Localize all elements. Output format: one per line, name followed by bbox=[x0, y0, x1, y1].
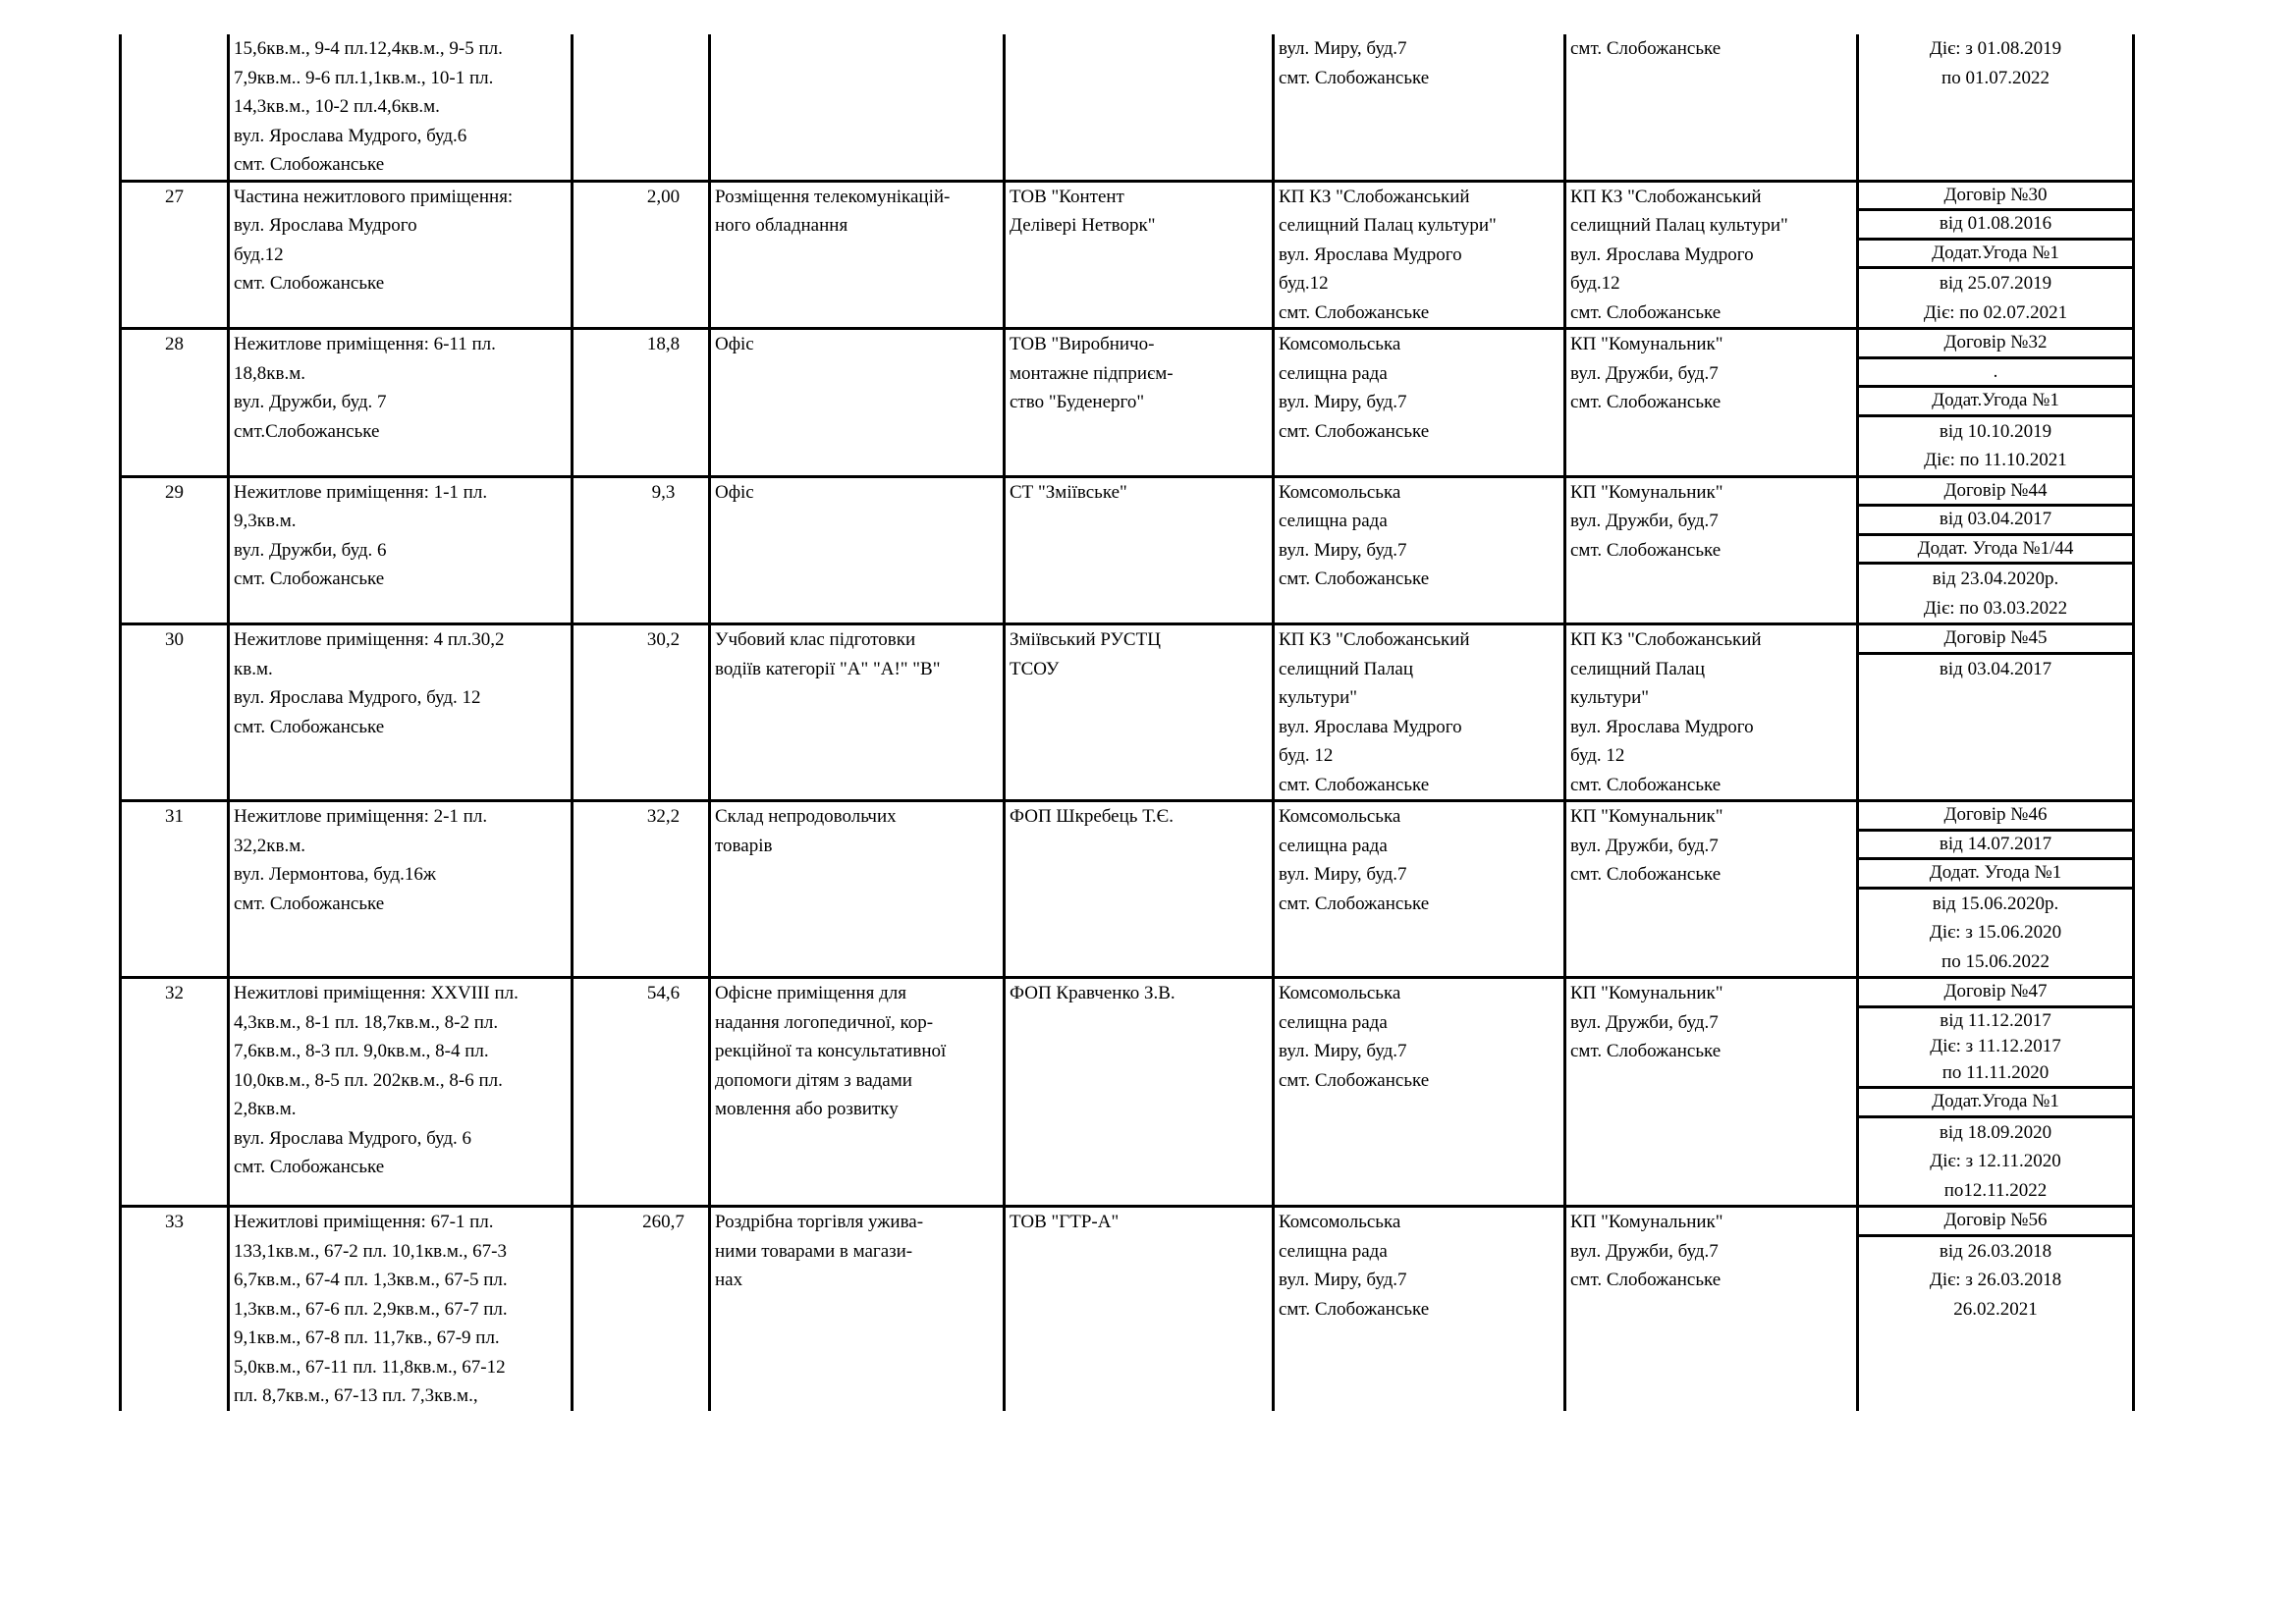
contract-validity-line: від 15.06.2020р. bbox=[1932, 893, 2059, 914]
tenant-cell bbox=[1005, 978, 1274, 1207]
contract-box bbox=[1859, 478, 2132, 508]
table-body bbox=[121, 34, 2134, 1411]
premises-address-cell bbox=[229, 624, 573, 801]
contract-validity-line: по12.11.2022 bbox=[1943, 1179, 2048, 1201]
purpose-line: водіїв категорії "А" "А!" "В" bbox=[715, 658, 941, 679]
owner-line: Комсомольська bbox=[1279, 334, 1401, 354]
row-number-cell bbox=[121, 476, 229, 624]
premises-address-line: вул. Ярослава Мудрого, буд. 12 bbox=[234, 687, 481, 708]
contract-box-line: Додат.Угода №1 bbox=[1932, 242, 2059, 263]
area-cell bbox=[573, 801, 710, 978]
purpose-cell bbox=[710, 801, 1005, 978]
owner-cell bbox=[1274, 476, 1565, 624]
contract-box-line: від 14.07.2017 bbox=[1939, 833, 2052, 854]
balance-holder-line: вул. Дружби, буд.7 bbox=[1570, 835, 1719, 856]
premises-address-line: 1,3кв.м., 67-6 пл. 2,9кв.м., 67-7 пл. bbox=[234, 1298, 508, 1320]
purpose-line: мовлення або розвитку bbox=[715, 1099, 899, 1119]
contract-validity-line: 26.02.2021 bbox=[1953, 1298, 2038, 1320]
table-row bbox=[121, 476, 2134, 624]
premises-address-line: 7,9кв.м.. 9-6 пл.1,1кв.м., 10-1 пл. bbox=[234, 67, 494, 88]
contract-box-line: Додат. Угода №1 bbox=[1929, 862, 2062, 883]
premises-address-line: смт. Слобожанське bbox=[234, 154, 385, 175]
area-value: 260,7 bbox=[642, 1212, 684, 1232]
premises-address-line: 32,2кв.м. bbox=[234, 835, 305, 856]
owner-line: селищна рада bbox=[1279, 511, 1388, 531]
owner-line: смт. Слобожанське bbox=[1279, 893, 1430, 914]
owner-line: КП КЗ "Слобожанський bbox=[1279, 629, 1470, 650]
balance-holder-cell bbox=[1565, 801, 1858, 978]
balance-holder-line: КП "Комунальник" bbox=[1570, 481, 1723, 503]
premises-address-line: 15,6кв.м., 9-4 пл.12,4кв.м., 9-5 пл. bbox=[234, 38, 503, 59]
balance-holder-line: вул. Дружби, буд.7 bbox=[1570, 511, 1719, 531]
balance-holder-line: вул. Дружби, буд.7 bbox=[1570, 1240, 1719, 1262]
owner-line: вул. Ярослава Мудрого bbox=[1279, 244, 1462, 265]
premises-address-line: вул. Ярослава Мудрого, буд.6 bbox=[234, 125, 467, 146]
contract-box-line: від 03.04.2017 bbox=[1939, 509, 2052, 529]
area-cell bbox=[573, 181, 710, 329]
owner-line: Комсомольська bbox=[1279, 1212, 1401, 1232]
premises-address-cell bbox=[229, 801, 573, 978]
contract-cell bbox=[1858, 34, 2134, 181]
contract-box bbox=[1859, 388, 2132, 417]
owner-line: селищна рада bbox=[1279, 1240, 1388, 1262]
premises-address-line: 18,8кв.м. bbox=[234, 362, 305, 384]
premises-address-line: Нежитлові приміщення: 67-1 пл. bbox=[234, 1212, 494, 1232]
premises-address-line: смт. Слобожанське bbox=[234, 893, 385, 914]
premises-address-line: 133,1кв.м., 67-2 пл. 10,1кв.м., 67-3 bbox=[234, 1240, 508, 1262]
owner-line: вул. Миру, буд.7 bbox=[1279, 1041, 1407, 1061]
balance-holder-line: буд.12 bbox=[1570, 273, 1620, 294]
balance-holder-line: КП "Комунальник" bbox=[1570, 334, 1723, 354]
contract-box bbox=[1859, 1008, 2132, 1090]
premises-address-line: вул. Ярослава Мудрого, буд. 6 bbox=[234, 1127, 471, 1149]
purpose-line: товарів bbox=[715, 835, 773, 856]
contract-validity-line: Діє: з 12.11.2020 bbox=[1930, 1151, 2061, 1171]
owner-line: Комсомольська bbox=[1279, 481, 1401, 503]
balance-holder-line: буд. 12 bbox=[1570, 745, 1625, 766]
row-number-cell bbox=[121, 978, 229, 1207]
table-row bbox=[121, 181, 2134, 329]
tenant-cell bbox=[1005, 329, 1274, 477]
balance-holder-line: культури" bbox=[1570, 687, 1650, 708]
purpose-line: Офісне приміщення для bbox=[715, 983, 907, 1003]
premises-address-line: Нежитлове приміщення: 6-11 пл. bbox=[234, 334, 496, 354]
table-row bbox=[121, 329, 2134, 477]
premises-address-line: пл. 8,7кв.м., 67-13 пл. 7,3кв.м., bbox=[234, 1385, 478, 1406]
balance-holder-line: смт. Слобожанське bbox=[1570, 774, 1722, 795]
purpose-cell bbox=[710, 329, 1005, 477]
owner-cell bbox=[1274, 1207, 1565, 1411]
balance-holder-line: вул. Ярослава Мудрого bbox=[1570, 716, 1754, 737]
area-value: 54,6 bbox=[646, 983, 681, 1003]
owner-line: КП КЗ "Слобожанський bbox=[1279, 186, 1470, 207]
contract-validity-line: по 15.06.2022 bbox=[1941, 950, 2050, 972]
contract-box bbox=[1859, 536, 2132, 566]
purpose-line: надання логопедичної, кор- bbox=[715, 1011, 934, 1033]
area-cell bbox=[573, 978, 710, 1207]
balance-holder-line: КП КЗ "Слобожанський bbox=[1570, 629, 1762, 650]
purpose-line: допомоги дітям з вадами bbox=[715, 1069, 912, 1091]
tenant-cell bbox=[1005, 624, 1274, 801]
premises-address-cell bbox=[229, 329, 573, 477]
premises-address-cell bbox=[229, 978, 573, 1207]
contract-validity-line: Діє: по 03.03.2022 bbox=[1923, 597, 2068, 619]
balance-holder-cell bbox=[1565, 978, 1858, 1207]
balance-holder-line: КП "Комунальник" bbox=[1570, 806, 1723, 827]
owner-line: селищна рада bbox=[1279, 835, 1388, 856]
owner-line: вул. Миру, буд.7 bbox=[1279, 38, 1407, 59]
contract-box-line: Договір №45 bbox=[1943, 627, 2048, 648]
contract-box bbox=[1859, 241, 2132, 270]
row-number: 28 bbox=[165, 334, 184, 354]
contract-box bbox=[1859, 1208, 2132, 1237]
owner-line: смт. Слобожанське bbox=[1279, 67, 1430, 88]
owner-cell bbox=[1274, 801, 1565, 978]
contract-box-line: Договір №56 bbox=[1943, 1210, 2048, 1230]
purpose-line: Офіс bbox=[715, 481, 754, 503]
owner-line: вул. Миру, буд.7 bbox=[1279, 539, 1407, 561]
tenant-line: ФОП Кравченко З.В. bbox=[1010, 983, 1175, 1003]
owner-line: селищна рада bbox=[1279, 1011, 1388, 1033]
purpose-line: ними товарами в магази- bbox=[715, 1240, 913, 1262]
contract-validity-line: по 01.07.2022 bbox=[1941, 67, 2050, 88]
owner-line: селищна рада bbox=[1279, 362, 1388, 384]
contract-box-line: Додат. Угода №1/44 bbox=[1917, 537, 2074, 559]
contract-box bbox=[1859, 1089, 2132, 1118]
contract-cell bbox=[1858, 978, 2134, 1207]
premises-address-line: 2,8кв.м. bbox=[234, 1099, 297, 1119]
row-number: 27 bbox=[165, 186, 184, 207]
contract-cell bbox=[1858, 181, 2134, 329]
row-number: 30 bbox=[165, 629, 184, 650]
tenant-line: ТОВ "Контент bbox=[1010, 186, 1124, 207]
area-value: 18,8 bbox=[646, 334, 681, 354]
purpose-line: Розміщення телекомунікацій- bbox=[715, 186, 951, 207]
balance-holder-line: КП КЗ "Слобожанський bbox=[1570, 186, 1762, 207]
table-row bbox=[121, 1207, 2134, 1411]
lease-register-sheet bbox=[119, 34, 2132, 1411]
owner-line: вул. Ярослава Мудрого bbox=[1279, 716, 1462, 737]
contract-cell bbox=[1858, 801, 2134, 978]
contract-validity-line: від 10.10.2019 bbox=[1939, 420, 2052, 442]
purpose-line: Учбовий клас підготовки bbox=[715, 629, 916, 650]
owner-line: смт. Слобожанське bbox=[1279, 1298, 1430, 1320]
balance-holder-line: смт. Слобожанське bbox=[1570, 864, 1722, 885]
purpose-cell bbox=[710, 181, 1005, 329]
owner-line: буд. 12 bbox=[1279, 745, 1334, 766]
premises-address-line: 9,3кв.м. bbox=[234, 511, 297, 531]
row-number-cell bbox=[121, 34, 229, 181]
contract-box bbox=[1859, 802, 2132, 832]
premises-address-line: вул. Ярослава Мудрого bbox=[234, 215, 417, 236]
row-number: 31 bbox=[165, 806, 184, 827]
balance-holder-line: смт. Слобожанське bbox=[1570, 38, 1722, 59]
tenant-line: ство "Буденерго" bbox=[1010, 392, 1145, 412]
row-number: 32 bbox=[165, 983, 184, 1003]
premises-address-line: Нежитлове приміщення: 1-1 пл. bbox=[234, 481, 488, 503]
tenant-cell bbox=[1005, 34, 1274, 181]
row-number-cell bbox=[121, 801, 229, 978]
contract-validity-line: Діє: з 01.08.2019 bbox=[1929, 38, 2062, 59]
premises-address-cell bbox=[229, 1207, 573, 1411]
contract-box-line: Діє: з 11.12.2017 bbox=[1930, 1036, 2061, 1056]
premises-address-line: 10,0кв.м., 8-5 пл. 202кв.м., 8-6 пл. bbox=[234, 1069, 503, 1091]
premises-address-line: Нежитлове приміщення: 4 пл.30,2 bbox=[234, 629, 505, 650]
tenant-line: СТ "Зміївське" bbox=[1010, 481, 1127, 503]
premises-address-line: Нежитлові приміщення: XXVIII пл. bbox=[234, 983, 519, 1003]
tenant-line: Зміївський РУСТЦ bbox=[1010, 629, 1161, 650]
purpose-line: нах bbox=[715, 1270, 743, 1290]
tenant-cell bbox=[1005, 476, 1274, 624]
owner-line: смт. Слобожанське bbox=[1279, 1069, 1430, 1091]
balance-holder-line: смт. Слобожанське bbox=[1570, 301, 1722, 323]
balance-holder-line: смт. Слобожанське bbox=[1570, 1270, 1722, 1290]
premises-address-line: 9,1кв.м., 67-8 пл. 11,7кв., 67-9 пл. bbox=[234, 1327, 500, 1348]
contract-box-line: Договір №46 bbox=[1943, 804, 2048, 825]
contract-validity-line: від 23.04.2020р. bbox=[1932, 568, 2059, 589]
premises-address-line: вул. Дружби, буд. 6 bbox=[234, 539, 387, 561]
area-value: 9,3 bbox=[651, 481, 676, 503]
contract-validity-line: Діє: по 02.07.2021 bbox=[1923, 301, 2068, 323]
table-row bbox=[121, 624, 2134, 801]
contract-box-line: від 11.12.2017 bbox=[1940, 1009, 2051, 1031]
table-row bbox=[121, 34, 2134, 181]
purpose-line: Офіс bbox=[715, 334, 754, 354]
premises-address-line: кв.м. bbox=[234, 658, 273, 679]
tenant-line: ФОП Шкребець Т.Є. bbox=[1010, 806, 1174, 827]
premises-address-line: буд.12 bbox=[234, 244, 284, 265]
purpose-line: рекційної та консультативної bbox=[715, 1041, 947, 1061]
premises-address-line: 5,0кв.м., 67-11 пл. 11,8кв.м., 67-12 bbox=[234, 1356, 506, 1378]
row-number-cell bbox=[121, 1207, 229, 1411]
tenant-line: ТСОУ bbox=[1010, 658, 1060, 679]
contract-cell bbox=[1858, 624, 2134, 801]
row-number-cell bbox=[121, 181, 229, 329]
contract-box-line: Договір №30 bbox=[1943, 184, 2048, 205]
balance-holder-line: вул. Дружби, буд.7 bbox=[1570, 362, 1719, 384]
owner-cell bbox=[1274, 978, 1565, 1207]
row-number-cell bbox=[121, 624, 229, 801]
balance-holder-cell bbox=[1565, 1207, 1858, 1411]
owner-line: селищний Палац bbox=[1279, 658, 1414, 679]
balance-holder-line: КП "Комунальник" bbox=[1570, 983, 1723, 1003]
owner-cell bbox=[1274, 34, 1565, 181]
premises-address-line: вул. Лермонтова, буд.16ж bbox=[234, 864, 437, 885]
purpose-line: ного обладнання bbox=[715, 215, 848, 236]
premises-address-line: вул. Дружби, буд. 7 bbox=[234, 392, 387, 412]
contract-box bbox=[1859, 860, 2132, 890]
row-number: 33 bbox=[165, 1212, 184, 1232]
owner-line: селищний Палац культури" bbox=[1279, 215, 1497, 236]
owner-line: Комсомольська bbox=[1279, 983, 1401, 1003]
balance-holder-line: смт. Слобожанське bbox=[1570, 1041, 1722, 1061]
premises-address-line: 14,3кв.м., 10-2 пл.4,6кв.м. bbox=[234, 96, 440, 117]
balance-holder-line: смт. Слобожанське bbox=[1570, 539, 1722, 561]
premises-address-line: смт. Слобожанське bbox=[234, 273, 385, 294]
area-cell bbox=[573, 476, 710, 624]
premises-address-line: 4,3кв.м., 8-1 пл. 18,7кв.м., 8-2 пл. bbox=[234, 1011, 499, 1033]
owner-line: смт. Слобожанське bbox=[1279, 420, 1430, 442]
purpose-line: Роздрібна торгівля ужива- bbox=[715, 1212, 924, 1232]
balance-holder-cell bbox=[1565, 34, 1858, 181]
contract-cell bbox=[1858, 476, 2134, 624]
balance-holder-cell bbox=[1565, 624, 1858, 801]
purpose-cell bbox=[710, 476, 1005, 624]
contract-box bbox=[1859, 507, 2132, 536]
contract-box bbox=[1859, 832, 2132, 861]
contract-box-line: Договір №47 bbox=[1943, 981, 2048, 1001]
premises-address-line: 6,7кв.м., 67-4 пл. 1,3кв.м., 67-5 пл. bbox=[234, 1270, 508, 1290]
contract-box bbox=[1859, 359, 2132, 389]
premises-address-line: Частина нежитлового приміщення: bbox=[234, 186, 514, 207]
contract-box-line: . bbox=[1993, 360, 1998, 382]
row-number: 29 bbox=[165, 481, 184, 503]
purpose-cell bbox=[710, 624, 1005, 801]
area-cell bbox=[573, 1207, 710, 1411]
tenant-cell bbox=[1005, 1207, 1274, 1411]
balance-holder-cell bbox=[1565, 181, 1858, 329]
tenant-line: Делівері Нетворк" bbox=[1010, 215, 1156, 236]
contract-cell bbox=[1858, 1207, 2134, 1411]
premises-address-cell bbox=[229, 181, 573, 329]
premises-address-cell bbox=[229, 476, 573, 624]
balance-holder-cell bbox=[1565, 329, 1858, 477]
table-row bbox=[121, 801, 2134, 978]
balance-holder-line: селищний Палац bbox=[1570, 658, 1706, 679]
purpose-line: Склад непродовольчих bbox=[715, 806, 897, 827]
balance-holder-line: селищний Палац культури" bbox=[1570, 215, 1788, 236]
contract-box-line: Договір №32 bbox=[1943, 332, 2048, 352]
contract-box bbox=[1859, 183, 2132, 212]
contract-box-line: Додат.Угода №1 bbox=[1932, 1091, 2059, 1111]
owner-cell bbox=[1274, 329, 1565, 477]
area-value: 32,2 bbox=[646, 806, 681, 827]
premises-address-line: смт. Слобожанське bbox=[234, 1157, 385, 1177]
purpose-cell bbox=[710, 978, 1005, 1207]
table-row bbox=[121, 978, 2134, 1207]
contract-box bbox=[1859, 979, 2132, 1008]
contract-validity-line: від 03.04.2017 bbox=[1939, 658, 2052, 679]
premises-address-line: Нежитлове приміщення: 2-1 пл. bbox=[234, 806, 488, 827]
contract-box bbox=[1859, 211, 2132, 241]
owner-line: буд.12 bbox=[1279, 273, 1329, 294]
contract-box-line: від 01.08.2016 bbox=[1939, 213, 2052, 234]
contract-box-line: Договір №44 bbox=[1943, 479, 2048, 501]
tenant-cell bbox=[1005, 801, 1274, 978]
area-value: 30,2 bbox=[646, 629, 681, 650]
area-cell bbox=[573, 624, 710, 801]
premises-address-cell bbox=[229, 34, 573, 181]
contract-box bbox=[1859, 330, 2132, 359]
contract-box-line: Додат.Угода №1 bbox=[1932, 390, 2059, 410]
area-cell bbox=[573, 329, 710, 477]
balance-holder-line: вул. Дружби, буд.7 bbox=[1570, 1011, 1719, 1033]
owner-line: вул. Миру, буд.7 bbox=[1279, 392, 1407, 412]
purpose-cell bbox=[710, 34, 1005, 181]
balance-holder-line: смт. Слобожанське bbox=[1570, 392, 1722, 412]
contract-box bbox=[1859, 625, 2132, 655]
contract-validity-line: Діє: з 15.06.2020 bbox=[1929, 922, 2062, 943]
contract-validity-line: Діє: з 26.03.2018 bbox=[1929, 1270, 2062, 1290]
balance-holder-line: вул. Ярослава Мудрого bbox=[1570, 244, 1754, 265]
owner-line: Комсомольська bbox=[1279, 806, 1401, 827]
purpose-cell bbox=[710, 1207, 1005, 1411]
owner-line: смт. Слобожанське bbox=[1279, 301, 1430, 323]
tenant-line: ТОВ "Виробничо- bbox=[1010, 334, 1155, 354]
premises-address-line: смт. Слобожанське bbox=[234, 716, 385, 737]
premises-address-line: смт. Слобожанське bbox=[234, 568, 385, 589]
contract-validity-line: Діє: по 11.10.2021 bbox=[1924, 450, 2067, 470]
row-number-cell bbox=[121, 329, 229, 477]
area-cell bbox=[573, 34, 710, 181]
owner-line: вул. Миру, буд.7 bbox=[1279, 1270, 1407, 1290]
owner-cell bbox=[1274, 624, 1565, 801]
balance-holder-cell bbox=[1565, 476, 1858, 624]
tenant-line: монтажне підприєм- bbox=[1010, 362, 1174, 384]
contract-validity-line: від 26.03.2018 bbox=[1939, 1240, 2052, 1262]
premises-address-line: смт.Слобожанське bbox=[234, 420, 380, 442]
contract-validity-line: від 18.09.2020 bbox=[1939, 1121, 2052, 1143]
owner-line: смт. Слобожанське bbox=[1279, 774, 1430, 795]
tenant-cell bbox=[1005, 181, 1274, 329]
contract-box-line: по 11.11.2020 bbox=[1941, 1061, 2050, 1083]
premises-address-line: 7,6кв.м., 8-3 пл. 9,0кв.м., 8-4 пл. bbox=[234, 1041, 489, 1061]
tenant-line: ТОВ "ГТР-А" bbox=[1010, 1212, 1120, 1232]
lease-register-table bbox=[119, 34, 2135, 1411]
area-value: 2,00 bbox=[646, 186, 681, 207]
owner-line: культури" bbox=[1279, 687, 1358, 708]
balance-holder-line: КП "Комунальник" bbox=[1570, 1212, 1723, 1232]
owner-cell bbox=[1274, 181, 1565, 329]
owner-line: смт. Слобожанське bbox=[1279, 568, 1430, 589]
contract-cell bbox=[1858, 329, 2134, 477]
contract-validity-line: від 25.07.2019 bbox=[1939, 273, 2052, 294]
owner-line: вул. Миру, буд.7 bbox=[1279, 864, 1407, 885]
